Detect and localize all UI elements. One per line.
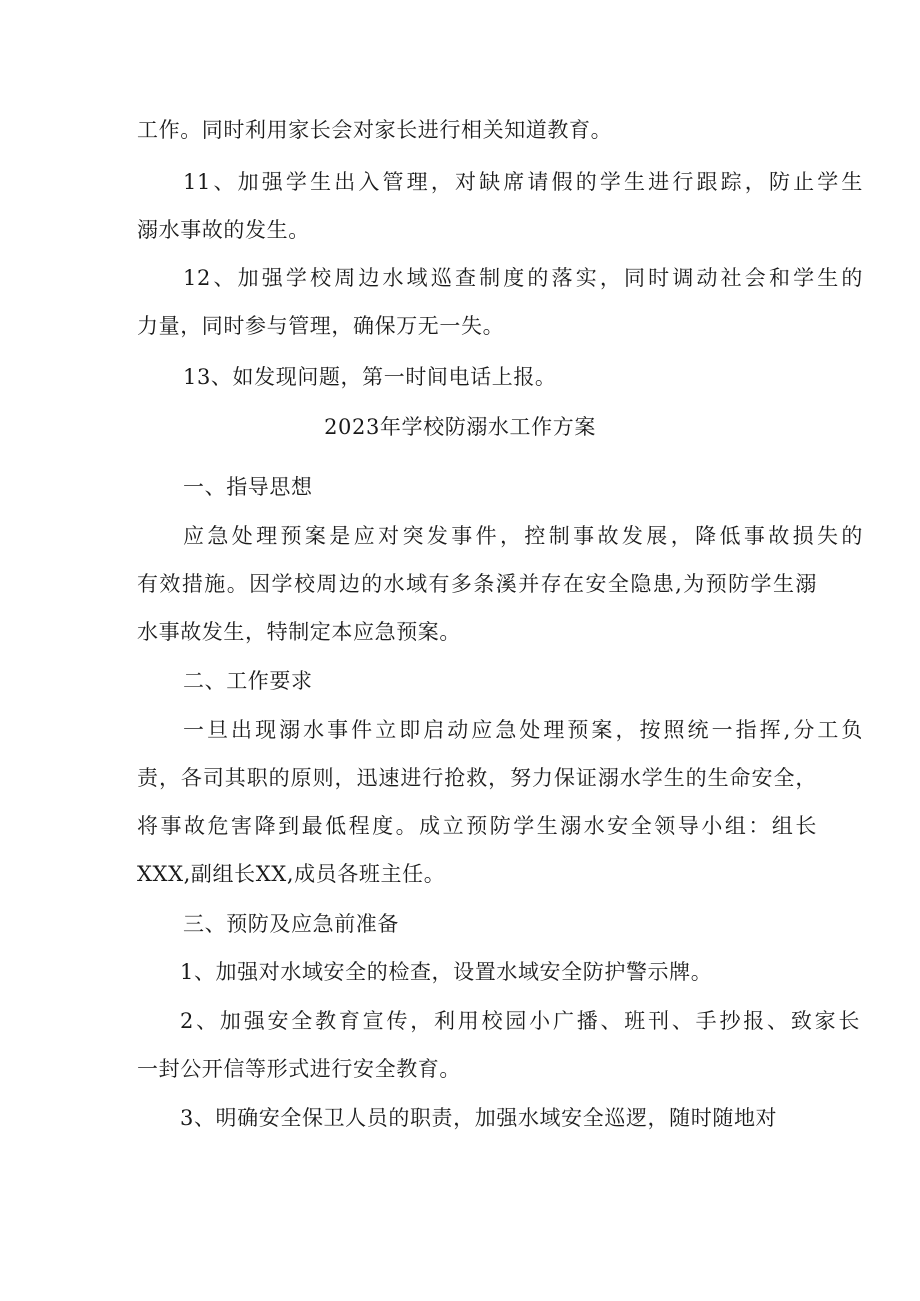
section-heading-2: 二、工作要求 <box>183 669 313 693</box>
paragraph-2-line-1: 一旦出现溺水事件立即启动应急处理预案，按照统一指挥,分工负 <box>183 718 863 742</box>
paragraph-2-line-2: 责，各司其职的原则，迅速进行抢救，努力保证溺水学生的生命安全， <box>137 766 817 790</box>
paragraph-1-line-2: 有效措施。因学校周边的水域有多条溪并存在安全隐患,为预防学生溺 <box>137 572 817 596</box>
item-2-line-2: 一封公开信等形式进行安全教育。 <box>137 1057 461 1081</box>
paragraph-1-line-1: 应急处理预案是应对突发事件，控制事故发展，降低事故损失的 <box>183 524 863 548</box>
text-line-item-12: 12、加强学校周边水域巡查制度的落实，同时调动社会和学生的 <box>183 266 863 290</box>
item-2-line-1: 2、加强安全教育宣传，利用校园小广播、班刊、手抄报、致家长 <box>180 1009 860 1033</box>
paragraph-2-line-4: XXX,副组长XX,成员各班主任。 <box>137 862 446 886</box>
text-line-item-11-cont: 溺水事故的发生。 <box>137 218 310 242</box>
text-line-item-13: 13、如发现问题，第一时间电话上报。 <box>183 365 557 389</box>
text-line-item-11: 11、加强学生出入管理，对缺席请假的学生进行跟踪，防止学生 <box>183 170 863 194</box>
section-heading-1: 一、指导思想 <box>183 475 313 499</box>
text-line-continuation: 工作。同时利用家长会对家长进行相关知道教育。 <box>137 118 613 142</box>
section-heading-3: 三、预防及应急前准备 <box>183 912 399 936</box>
paragraph-1-line-3: 水事故发生，特制定本应急预案。 <box>137 620 461 644</box>
paragraph-2-line-3: 将事故危害降到最低程度。成立预防学生溺水安全领导小组：组长 <box>137 814 817 838</box>
document-title: 2023年学校防溺水工作方案 <box>324 415 596 439</box>
item-3-line-1: 3、明确安全保卫人员的职责，加强水域安全巡逻，随时随地对 <box>180 1106 778 1130</box>
text-line-item-12-cont: 力量，同时参与管理，确保万无一失。 <box>137 314 505 338</box>
item-1-line: 1、加强对水域安全的检查，设置水域安全防护警示牌。 <box>180 960 713 984</box>
